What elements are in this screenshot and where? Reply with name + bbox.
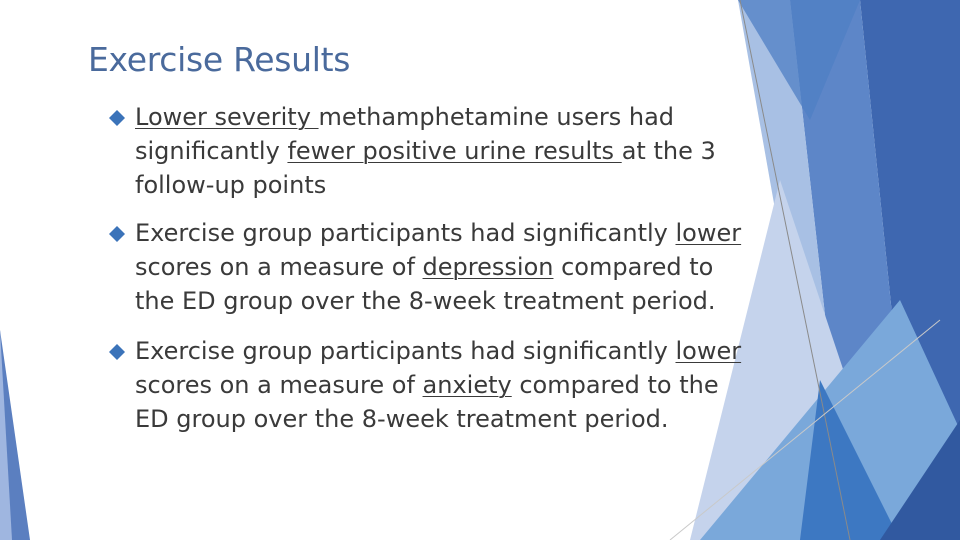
bullet-item	[108, 334, 748, 436]
slide-title: Exercise Results	[88, 40, 351, 79]
bullet-text: at the 3 follow-up points	[135, 137, 716, 199]
bullet-text: methamphetamine users had significantly	[135, 103, 675, 165]
underlined-text: Lower severity	[135, 103, 319, 131]
bullet-text: Exercise group participants had significantly	[135, 337, 676, 365]
bullet-text: scores on a measure of	[135, 253, 423, 281]
underlined-text: depression	[422, 253, 554, 281]
bullet-text: compared to the ED group over the 8-week treatment period.	[135, 371, 719, 433]
bullet-text: scores on a measure of	[135, 371, 423, 399]
bullet-text: compared to the ED group over the 8-week treatment period.	[135, 253, 716, 315]
bullet-text: Exercise group participants had significantly	[135, 219, 676, 247]
diamond-bullet-icon	[108, 109, 126, 127]
diamond-bullet-icon	[108, 343, 126, 361]
bullet-list	[108, 100, 748, 450]
underlined-text: fewer positive urine results	[287, 137, 622, 165]
diamond-bullet-icon	[108, 225, 126, 243]
underlined-text: lower	[675, 219, 742, 247]
underlined-text: lower	[675, 337, 742, 365]
bullet-item	[108, 216, 748, 318]
bullet-item	[108, 100, 748, 202]
underlined-text: anxiety	[422, 371, 512, 399]
